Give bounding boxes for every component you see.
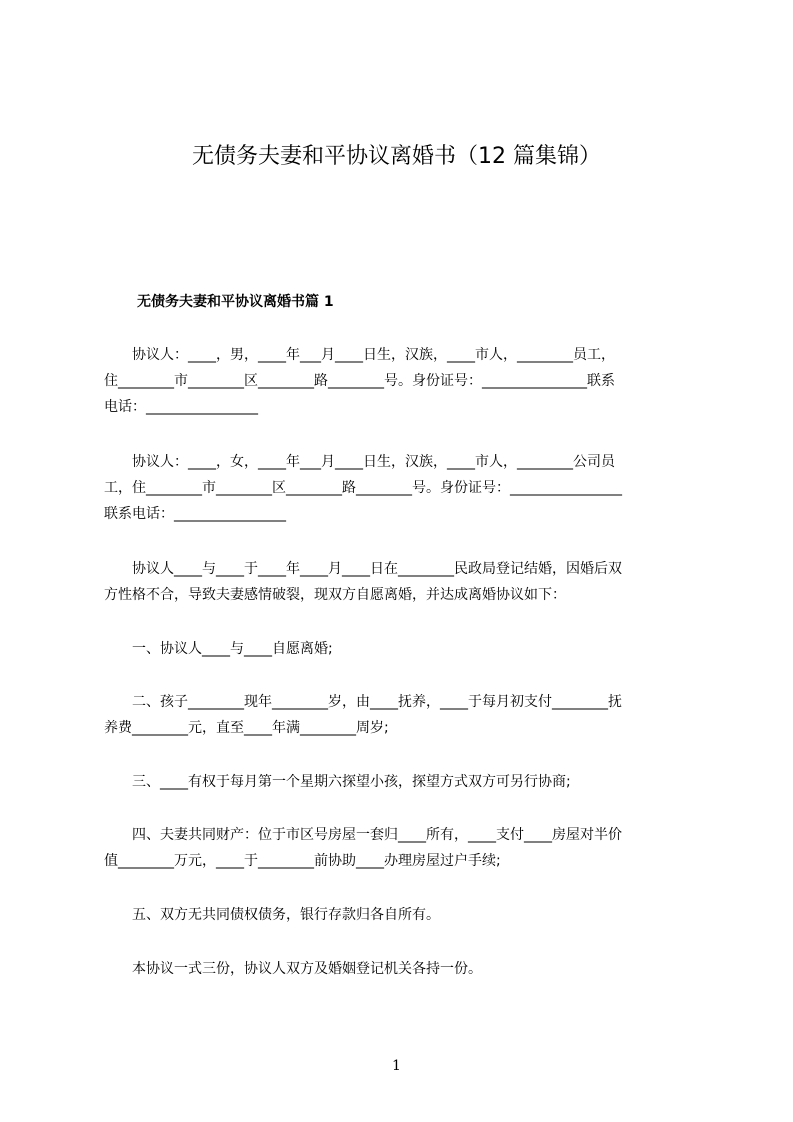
- paragraph-line: 协议人：____，女，____年___月____日生，汉族，____市人，________公司员: [104, 454, 615, 470]
- page-number: 1: [392, 1058, 401, 1074]
- paragraph-line: 五、双方无共同债权债务，银行存款归各自所有。: [104, 907, 440, 923]
- paragraph-line: 联系电话：________________: [104, 506, 286, 522]
- paragraph-line: 协议人：____，男，____年___月____日生，汉族，____市人，________员工，: [104, 347, 615, 363]
- paragraph-line: 协议人____与____于____年____月____日在________民政局登记结婚，因婚后双: [104, 561, 622, 577]
- document-title: 无债务夫妻和平协议离婚书（12 篇集锦）: [192, 144, 601, 169]
- paragraph-marriage-info: [104, 556, 704, 608]
- paragraph-line: 一、协议人____与____自愿离婚;: [104, 641, 333, 657]
- paragraph-line: 工，住________市________区________路________号。身份证号：________________: [104, 480, 622, 496]
- clause-4: [104, 822, 704, 874]
- paragraph-line: 方性格不合，导致夫妻感情破裂，现双方自愿离婚，并达成离婚协议如下：: [104, 587, 566, 603]
- paragraph-line: 二、孩子________现年________岁，由____抚养，____于每月初支付________抚: [104, 694, 622, 710]
- paragraph-line: 本协议一式三份，协议人双方及婚姻登记机关各持一份。: [104, 961, 482, 977]
- clause-2: [104, 689, 704, 741]
- clause-5: [104, 902, 704, 928]
- paragraph-line: 电话：________________: [104, 399, 258, 415]
- paragraph-party-male: [104, 342, 704, 420]
- paragraph-line: 养费________元，直至____年满________周岁;: [104, 720, 389, 736]
- closing-statement: [104, 956, 704, 982]
- paragraph-line: 住________市________区________路________号。身份证号：_______________联系: [104, 373, 615, 389]
- paragraph-party-female: [104, 449, 704, 527]
- paragraph-line: 四、夫妻共同财产：位于市区号房屋一套归____所有，____支付____房屋对半价: [104, 827, 622, 843]
- clause-3: [104, 769, 704, 795]
- paragraph-line: 三、____有权于每月第一个星期六探望小孩，探望方式双方可另行协商;: [104, 774, 571, 790]
- section-title: 无债务夫妻和平协议离婚书篇 1: [137, 294, 334, 310]
- clause-1: [104, 636, 704, 662]
- paragraph-line: 值________万元，____于________前协助____办理房屋过户手续;: [104, 853, 501, 869]
